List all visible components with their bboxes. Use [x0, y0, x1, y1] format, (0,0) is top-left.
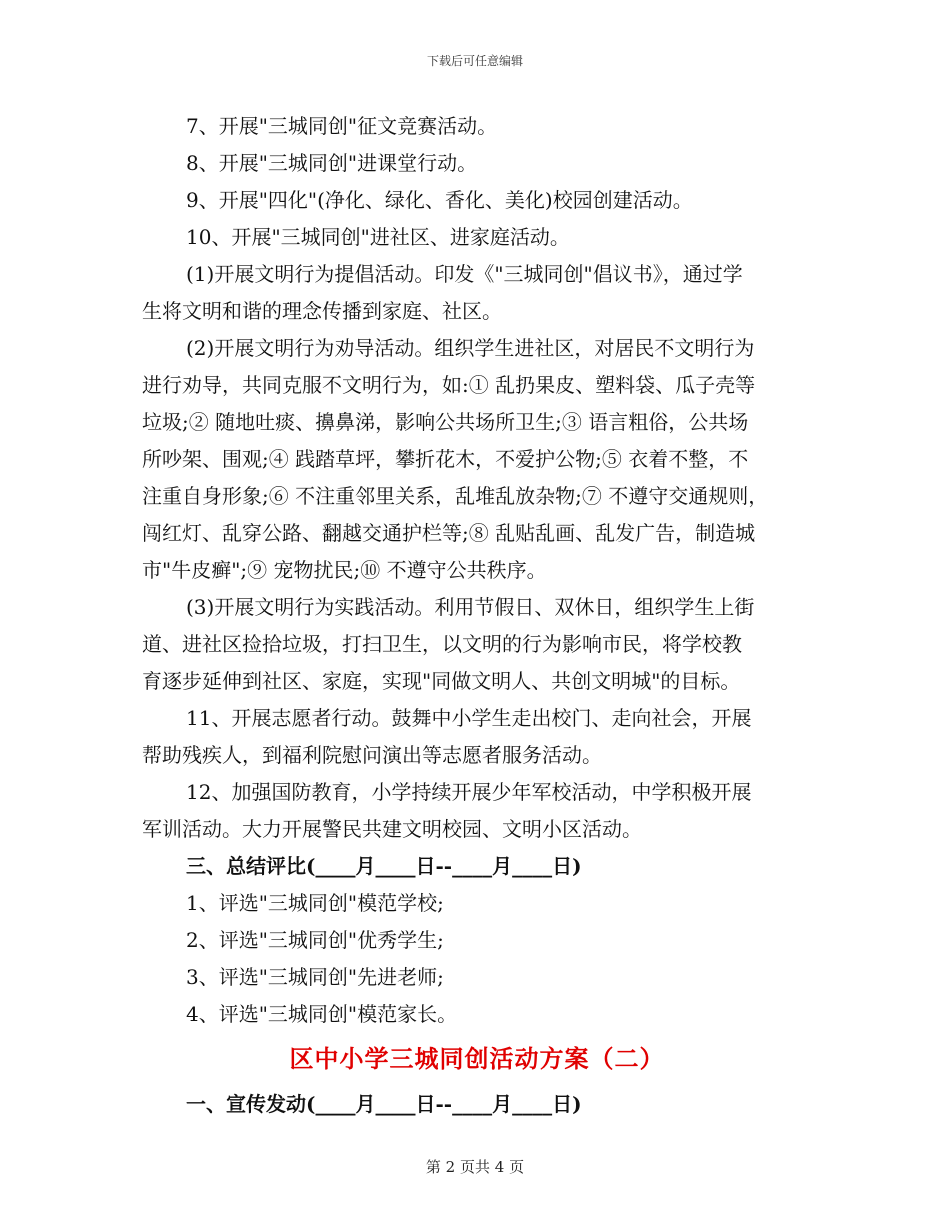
award-item: 2、评选"三城同创"优秀学生; [186, 928, 444, 952]
para2-line: 闯红灯、乱穿公路、翻越交通护栏等;⑧ 乱贴乱画、乱发广告，制造城 [142, 521, 756, 545]
award-item: 3、评选"三城同创"先进老师; [186, 965, 444, 989]
award-item: 4、评选"三城同创"模范家长。 [186, 1002, 458, 1026]
document-body [142, 108, 812, 1127]
document-title: 区中小学三城同创活动方案（二） [289, 1044, 665, 1073]
para3-line: (3)开展文明行为实践活动。利用节假日、双休日，组织学生上街 [186, 595, 755, 619]
para2-line: 所吵架、围观;④ 践踏草坪，攀折花木，不爱护公物;⑤ 衣着不整，不 [142, 447, 749, 471]
list-item-8: 8、开展"三城同创"进课堂行动。 [186, 151, 478, 175]
section-heading: 一、宣传发动(____月____日--____月____日) [186, 1092, 582, 1116]
award-item: 1、评选"三城同创"模范学校; [186, 891, 444, 915]
para1-line: 生将文明和谐的理念传播到家庭、社区。 [142, 299, 502, 323]
para3-line: 育逐步延伸到社区、家庭，实现"同做文明人、共创文明城"的目标。 [142, 669, 741, 693]
page-footer: 第 2 页共 4 页 [425, 1158, 525, 1176]
para2-line: 注重自身形象;⑥ 不注重邻里关系，乱堆乱放杂物;⑦ 不遵守交通规则， [142, 484, 769, 508]
para4-line: 帮助残疾人，到福利院慰问演出等志愿者服务活动。 [142, 743, 602, 767]
para5-line: 12、加强国防教育，小学持续开展少年军校活动，中学积极开展 [186, 780, 752, 804]
para4-line: 11、开展志愿者行动。鼓舞中小学生走出校门、走向社会，开展 [186, 706, 752, 730]
para3-line: 道、进社区捡拾垃圾，打扫卫生，以文明的行为影响市民，将学校教 [142, 632, 742, 656]
para2-line: 市"牛皮癣";⑨ 宠物扰民;⑩ 不遵守公共秩序。 [142, 558, 547, 582]
para1-line: (1)开展文明行为提倡活动。印发《"三城同创"倡议书》，通过学 [186, 262, 743, 286]
para2-line: 垃圾;② 随地吐痰、擤鼻涕，影响公共场所卫生;③ 语言粗俗，公共场 [142, 410, 749, 434]
para5-line: 军训活动。大力开展警民共建文明校园、文明小区活动。 [142, 817, 642, 841]
page-header: 下载后可任意编辑 [426, 54, 523, 68]
para2-line: 进行劝导，共同克服不文明行为，如:① 乱扔果皮、塑料袋、瓜子壳等 [142, 373, 756, 397]
section-heading: 三、总结评比(____月____日--____月____日) [186, 854, 582, 878]
para2-line: (2)开展文明行为劝导活动。组织学生进社区，对居民不文明行为 [186, 336, 755, 360]
list-item-7: 7、开展"三城同创"征文竞赛活动。 [186, 114, 498, 138]
list-item-9: 9、开展"四化"(净化、绿化、香化、美化)校园创建活动。 [186, 188, 693, 212]
list-item-10: 10、开展"三城同创"进社区、进家庭活动。 [186, 225, 570, 249]
